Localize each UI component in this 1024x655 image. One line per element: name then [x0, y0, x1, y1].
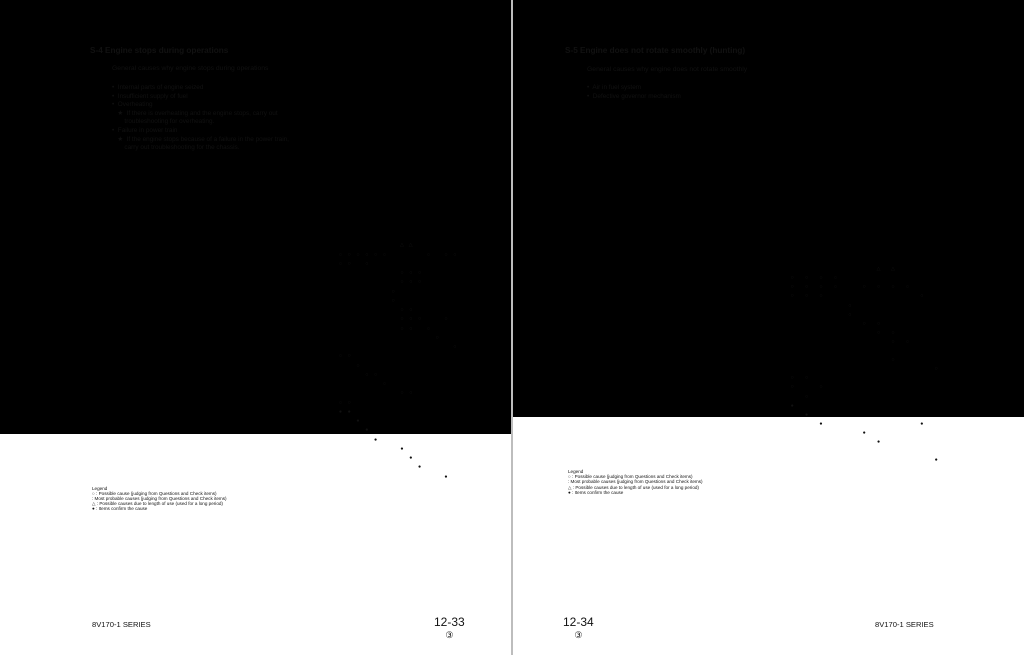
circle-icon: ○: [400, 270, 404, 276]
subtitle: General causes why engine stops during operations: [112, 65, 269, 72]
legend-line: ○ : Possible cause (judging from Questions and Check items): [568, 474, 693, 480]
confirm-dot-icon: ●: [862, 429, 866, 436]
circle-icon: ○: [790, 284, 794, 291]
left-page: [0, 0, 511, 655]
circle-icon: ○: [382, 381, 386, 387]
circle-icon: ○: [805, 284, 809, 291]
right-page: [513, 0, 1024, 655]
circle-icon: ○: [409, 316, 413, 323]
page-number-text: 12-33: [434, 615, 465, 629]
series-label: 8V170-1 SERIES: [875, 620, 934, 629]
bullet-item: ★ If there is overheating and the engine stops, carry out: [112, 109, 278, 117]
confirm-dot-icon: ●: [347, 408, 351, 415]
circle-icon: ○: [347, 399, 351, 406]
circle-icon: ○: [934, 366, 938, 373]
legend-line: Legend: [92, 485, 108, 491]
circle-icon: ○: [382, 251, 386, 258]
confirm-dot-icon: ●: [790, 402, 794, 409]
circle-icon: ○: [400, 390, 404, 397]
confirm-dot-icon: ●: [444, 473, 448, 480]
circle-icon: ○: [365, 260, 369, 267]
legend-line: ● : Items confirm the cause: [92, 506, 148, 512]
circle-icon: ○: [409, 307, 413, 313]
bullet-item: ★ If the engine stops because of a failure in the power train,: [112, 135, 289, 143]
circle-icon: ○: [453, 251, 457, 258]
legend-line: : Most probable causes (judging from Questions and Check items): [568, 479, 703, 485]
circle-icon: ○: [905, 338, 909, 345]
circle-icon: ○: [338, 353, 342, 360]
bullet-item: • Defective governor mechanism: [587, 92, 681, 100]
circle-icon: ○: [790, 375, 794, 382]
confirm-dot-icon: ●: [819, 420, 823, 427]
legend-line: △ : Possible causes due to length of use (used for a long period): [568, 484, 699, 490]
circle-icon: ○: [805, 375, 809, 382]
page-number: [434, 616, 465, 642]
circle-icon: ○: [862, 284, 866, 291]
legend-line: : Most probable causes (judging from Questions and Check items): [92, 495, 227, 501]
circle-icon: ○: [444, 251, 448, 258]
triangle-icon: △: [891, 266, 895, 273]
circle-icon: ○: [347, 251, 351, 258]
confirm-dot-icon: ●: [877, 439, 881, 445]
circle-icon: ○: [790, 293, 794, 300]
circle-icon: ○: [418, 270, 422, 276]
circle-icon: ○: [409, 390, 413, 397]
circle-icon: ○: [891, 357, 895, 364]
legend: [92, 486, 227, 511]
circle-icon: ○: [819, 284, 823, 291]
page-number-text: 12-34: [563, 615, 594, 629]
triangle-icon: △: [408, 242, 413, 249]
circle-icon: ○: [347, 353, 351, 360]
confirm-dot-icon: ●: [920, 420, 924, 427]
circle-icon: ○: [365, 251, 369, 258]
circle-icon: ○: [356, 362, 360, 369]
grid-line: [513, 0, 1024, 417]
circle-icon: ○: [338, 399, 342, 406]
circle-icon: ○: [819, 275, 823, 282]
section-title: S-5 Engine does not rotate smoothly (hunting): [565, 46, 746, 55]
legend-line: △ : Possible causes due to length of use (used for a long period): [92, 501, 223, 507]
circle-icon: ○: [877, 320, 881, 327]
circle-icon: ○: [920, 293, 924, 300]
circle-icon: ○: [374, 371, 378, 378]
circle-icon: ○: [877, 284, 881, 291]
circle-icon: ○: [833, 284, 837, 291]
circle-icon: ○: [790, 384, 794, 391]
circle-icon: ○: [365, 371, 369, 378]
triangle-icon: △: [876, 266, 881, 273]
circle-icon: ○: [356, 251, 360, 258]
confirm-dot-icon: ●: [338, 408, 342, 415]
legend: [568, 469, 703, 494]
page-mark: ③: [574, 630, 583, 640]
circle-icon: ○: [862, 320, 866, 327]
circle-icon: ○: [819, 384, 823, 391]
legend-line: ○ : Possible cause (judging from Questions and Check items): [92, 490, 217, 496]
circle-icon: ○: [338, 251, 342, 258]
page-number: [563, 616, 594, 642]
series-label: 8V170-1 SERIES: [92, 620, 151, 629]
circle-icon: ○: [391, 288, 395, 295]
bullet-item: • Air in fuel system: [587, 84, 642, 91]
confirm-dot-icon: ●: [374, 436, 378, 443]
circle-icon: ○: [374, 251, 378, 258]
circle-icon: ○: [891, 284, 895, 291]
legend-line: Legend: [568, 469, 584, 475]
circle-icon: ○: [400, 279, 404, 286]
cause-bullets: [112, 84, 289, 153]
circle-icon: ○: [833, 275, 837, 282]
circle-icon: ○: [409, 270, 413, 276]
circle-icon: ○: [848, 311, 852, 318]
circle-icon: ○: [409, 279, 413, 286]
circle-icon: ○: [418, 279, 422, 286]
bullet-item: • Failure in power train: [112, 126, 178, 134]
circle-icon: ○: [409, 325, 413, 332]
subtitle: General causes why engine does not rotate smoothly: [587, 66, 748, 73]
page-mark: ③: [445, 630, 454, 640]
circle-icon: ○: [805, 293, 809, 300]
confirm-dot-icon: ●: [356, 418, 360, 424]
circle-icon: ○: [400, 325, 404, 332]
circle-icon: ○: [444, 316, 448, 323]
circle-icon: ○: [805, 275, 809, 282]
legend-line: ● : Items confirm the cause: [568, 489, 624, 495]
bullet-item: • Overheating: [112, 101, 153, 109]
circle-icon: ○: [905, 284, 909, 291]
confirm-dot-icon: ●: [365, 427, 369, 434]
confirm-dot-icon: ●: [934, 457, 938, 464]
circle-icon: ○: [891, 329, 895, 336]
circle-icon: ○: [418, 316, 422, 323]
circle-icon: ○: [391, 297, 395, 304]
circle-icon: ○: [891, 338, 895, 345]
bullet-item: troubleshooting for overheating.: [112, 118, 215, 126]
circle-icon: ○: [877, 329, 881, 336]
confirm-dot-icon: ●: [409, 455, 413, 461]
circle-icon: ○: [347, 260, 351, 267]
circle-icon: ○: [453, 344, 457, 350]
bullet-item: • Insufficient supply of fuel: [112, 92, 188, 100]
section-title: S-4 Engine stops during operations: [90, 46, 229, 55]
confirm-dot-icon: ●: [418, 464, 422, 471]
circle-icon: ○: [790, 275, 794, 282]
confirm-dot-icon: ●: [805, 411, 809, 418]
cause-bullets: [587, 84, 681, 101]
triangle-icon: △: [400, 242, 404, 249]
bullet-item: carry out troubleshooting for the chassis.: [112, 144, 240, 152]
circle-icon: ○: [805, 393, 809, 400]
circle-icon: ○: [819, 293, 823, 300]
circle-icon: ○: [848, 302, 852, 309]
circle-icon: ○: [435, 334, 439, 341]
circle-icon: ○: [338, 260, 342, 267]
circle-icon: ○: [400, 307, 404, 313]
bullet-item: • Internal parts of engine seized: [112, 84, 204, 91]
circle-icon: ○: [426, 251, 430, 258]
circle-icon: ○: [400, 316, 404, 323]
circle-icon: ○: [426, 325, 430, 332]
confirm-dot-icon: ●: [400, 445, 404, 452]
